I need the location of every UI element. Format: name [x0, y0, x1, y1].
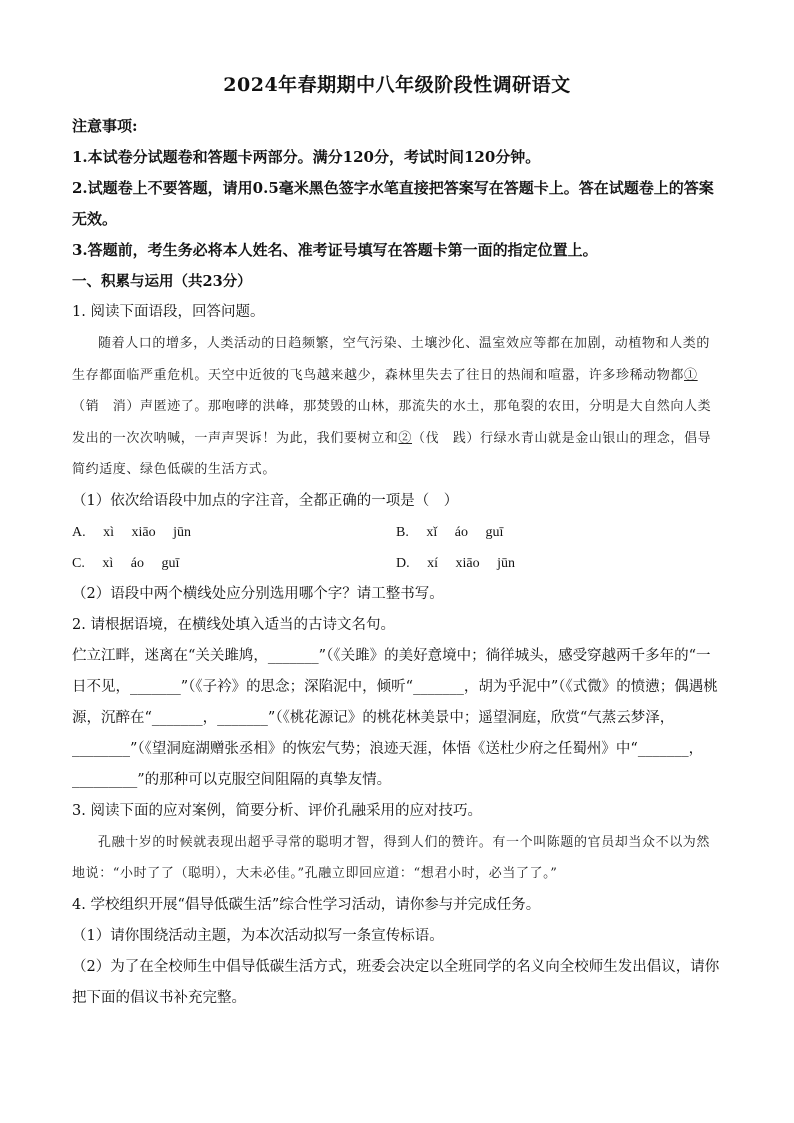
blank-2: ② [398, 430, 413, 446]
question-4-sub-2: （2）为了在全校师生中倡导低碳生活方式，班委会决定以全班同学的名义向全校师生发出倡议，请你把下面的倡议书补充完整。 [72, 958, 720, 1006]
exam-page [72, 60, 722, 1014]
notice-heading: 注意事项: [72, 117, 138, 135]
notice-item-2: 2.试题卷上不要答题，请用0.5毫米黑色签字水笔直接把答案写在答题卡上。答在试题卷上的答案无效。 [72, 179, 714, 228]
options-row-2 [72, 548, 722, 579]
question-4-stem: 4. 学校组织开展“倡导低碳生活”综合性学习活动，请你参与并完成任务。 [72, 896, 541, 913]
passage-text-c: （伐 践）行绿水青山就是金山银山的理念，倡导简约适度、绿色低碳的生活方式。 [72, 430, 712, 477]
question-2-stem: 2. 请根据语境，在横线处填入适当的古诗文名句。 [72, 616, 395, 633]
option-d: D. xí xiāo jūn [396, 555, 515, 571]
question-3-stem: 3. 阅读下面的应对案例，简要分析、评价孔融采用的应对技巧。 [72, 802, 482, 819]
options-row-1 [72, 517, 722, 548]
question-4-sub-1: （1）请你围绕活动主题，为本次活动拟写一条宣传标语。 [72, 927, 444, 944]
passage-text-a: 随着人口的增多，人类活动的日趋频繁，空气污染、土壤沙化、温室效应等都在加剧，动植物和人类的生存都面临严重危机。天空中近彼的飞鸟越来越少，森林里失去了往日的热闹和喧嚣，许多珍稀动物都 [72, 336, 711, 383]
question-3-passage: 孔融十岁的时候就表现出超乎寻常的聪明才智，得到人们的赞许。有一个叫陈题的官员却当众不以为然地说：“小时了了（聪明），大未必佳。”孔融立即回应道：“想君小时，必当了了。” [72, 834, 711, 881]
question-1-sub-1: （1）依次给语段中加点的字注音，全都正确的一项是（ ） [72, 492, 459, 509]
notice-item-3: 3.答题前，考生务必将本人姓名、准考证号填写在答题卡第一面的指定位置上。 [72, 241, 598, 259]
question-1-sub-2: （2）语段中两个横线处应分别选用哪个字？请工整书写。 [72, 585, 444, 602]
question-2-body: 伫立江畔，迷离在“关关雎鸠，_______”（《关雎》的美好意境中；徜徉城头，感受穿越两千多年的“一日不见，_______”（《子衿》的思念；深陷泥中，倾听“_______，胡为乎泥中”（《式微》的愤懑；偶遇桃源，沉醉在“_______，_______”（《桃花源记》的桃花林美景中；遥望洞庭，欣赏“气蒸云梦泽，________”（《望洞庭湖赠张丞相》的恢宏气势；浪迹天涯，体悟《送杜少府之任蜀州》中“_______，_________”的那种可以克服空间阻隔的真挚友情。 [72, 647, 718, 788]
question-1-passage [72, 328, 722, 486]
page-title: 2024年春期期中八年级阶段性调研语文 [223, 74, 571, 96]
option-b: B. xǐ áo guī [396, 524, 504, 540]
blank-1: ① [684, 367, 698, 383]
section-heading: 一、积累与运用（共23分） [72, 273, 252, 290]
option-c: C. xì áo guī [72, 555, 180, 571]
notice-item-1: 1.本试卷分试题卷和答题卡两部分。满分120分，考试时间120分钟。 [72, 148, 541, 166]
passage-text-b: （销 消）声匿迹了。那咆哮的洪峰，那焚毁的山林，那流失的水土，那龟裂的农田，分明是大自然向人类发出的一次次呐喊，一声声哭诉！为此，我们要树立和 [72, 399, 712, 446]
option-a: A. xì xiāo jūn [72, 524, 191, 540]
question-1-stem: 1. 阅读下面语段，回答问题。 [72, 304, 265, 320]
